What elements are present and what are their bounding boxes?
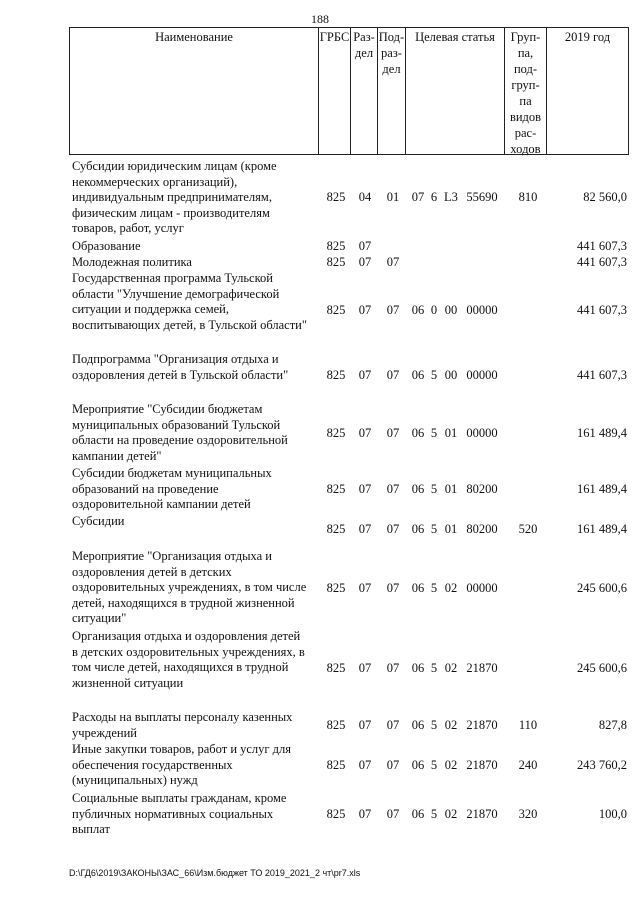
table-row [69,742,629,790]
row-razdel: 07 [358,807,372,821]
row-podrazdel: 07 [386,303,400,317]
table-row [69,352,629,384]
file-path-footer: D:\ГД6\2019\ЗАКОНЫ\ЗАС_66\Изм.бюджет ТО 2019_2021_2 чт\pr7.xls [69,868,361,878]
row-name: Социальные выплаты гражданам, кроме публичных нормативных социальных выплат [72,791,287,837]
row-podrazdel: 07 [386,255,400,269]
row-target-direction: 80200 [466,482,498,496]
row-grbs: 825 [326,482,346,496]
row-name: Расходы на выплаты персоналу казенных учреждений [72,710,293,740]
row-target-subprogram: 5 [430,368,438,382]
row-name: Субсидии [72,514,125,528]
row-target-program: 06 [411,718,425,732]
row-name: Иные закупки товаров, работ и услуг для обеспечения государственных (муниципальных) нужд [72,742,292,788]
row-sum: 245 600,6 [577,581,627,595]
row-sum: 441 607,3 [577,255,627,269]
row-sum: 82 560,0 [583,190,627,204]
row-razdel: 07 [358,581,372,595]
table-row [69,255,629,271]
header-expense-group: Груп- па, под- груп- па видов рас- ходов [505,28,547,154]
row-target-direction: 00000 [466,303,498,317]
row-target-subprogram: 5 [430,482,438,496]
row-target-subprogram: 0 [430,303,438,317]
row-target-event: L3 [444,190,458,204]
row-podrazdel: 07 [386,368,400,382]
row-podrazdel: 07 [386,581,400,595]
row-name: Субсидии юридическим лицам (кроме некоммерческих организаций), индивидуальным предпринимателям, физическим лицам - производителям товаров, работ, услуг [72,159,277,236]
table-row [69,159,629,237]
row-target-program: 06 [411,522,425,536]
row-grbs: 825 [326,758,346,772]
row-target-program: 06 [411,758,425,772]
row-target-event: 01 [444,426,458,440]
header-grbs: ГРБС [319,28,351,154]
row-name: Мероприятие "Субсидии бюджетам муниципальных образований Тульской области на проведение оздоровительной кампании детей" [72,402,288,463]
row-razdel: 07 [358,522,372,536]
row-sum: 441 607,3 [577,303,627,317]
table-row [69,791,629,839]
row-sum: 161 489,4 [577,482,627,496]
header-target-article: Целевая статья [406,28,505,154]
row-target-program: 06 [411,482,425,496]
row-grbs: 825 [326,718,346,732]
row-target-direction: 21870 [466,661,498,675]
row-sum: 827,8 [598,718,627,732]
row-grbs: 825 [326,581,346,595]
row-target-subprogram: 5 [430,661,438,675]
row-razdel: 07 [358,426,372,440]
row-sum: 441 607,3 [577,239,627,253]
row-expense-group: 110 [518,718,538,732]
row-name: Субсидии бюджетам муниципальных образований на проведение оздоровительной кампании детей [72,466,272,512]
row-target-subprogram: 5 [430,522,438,536]
table-row [69,549,629,629]
row-target-subprogram: 5 [430,581,438,595]
row-sum: 161 489,4 [577,426,627,440]
row-target-subprogram: 5 [430,758,438,772]
row-sum: 100,0 [598,807,627,821]
table-row [69,710,629,742]
row-name: Подпрограмма "Организация отдыха и оздоровления детей в Тульской области" [72,352,289,382]
row-sum: 441 607,3 [577,368,627,382]
table-row [69,629,629,693]
row-grbs: 825 [326,807,346,821]
table-row [69,271,629,335]
row-razdel: 07 [358,482,372,496]
row-target-direction: 55690 [466,190,498,204]
row-name: Образование [72,239,141,253]
row-expense-group: 320 [518,807,538,821]
row-target-event: 02 [444,661,458,675]
row-target-program: 06 [411,581,425,595]
row-podrazdel: 07 [386,758,400,772]
row-target-direction: 80200 [466,522,498,536]
row-grbs: 825 [326,661,346,675]
row-target-program: 06 [411,368,425,382]
row-target-direction: 00000 [466,581,498,595]
row-target-direction: 21870 [466,758,498,772]
row-podrazdel: 07 [386,482,400,496]
row-name: Молодежная политика [72,255,192,269]
row-target-direction: 00000 [466,368,498,382]
row-grbs: 825 [326,239,346,253]
row-target-event: 01 [444,522,458,536]
row-target-program: 07 [411,190,425,204]
row-target-program: 06 [411,807,425,821]
row-expense-group: 520 [518,522,538,536]
page-number: 188 [311,12,329,26]
header-podrazdel: Под- раз- дел [378,28,406,154]
row-name: Государственная программа Тульской области "Улучшение демографической ситуации и поддержка семей, воспитывающих детей, в Тульской области" [72,271,307,332]
row-target-event: 02 [444,758,458,772]
row-podrazdel: 07 [386,522,400,536]
row-expense-group: 810 [518,190,538,204]
row-podrazdel: 07 [386,807,400,821]
row-razdel: 07 [358,239,372,253]
row-sum: 243 760,2 [577,758,627,772]
table-row [69,402,629,466]
row-grbs: 825 [326,255,346,269]
row-target-direction: 21870 [466,807,498,821]
row-name: Мероприятие "Организация отдыха и оздоровления детей в детских оздоровительных учреждениях, в том числе детей, находящихся в трудной жизненной ситуации" [72,549,307,626]
row-target-event: 02 [444,581,458,595]
header-year-2019: 2019 год [564,30,611,44]
row-sum: 161 489,4 [577,522,627,536]
row-podrazdel: 07 [386,426,400,440]
row-target-event: 02 [444,807,458,821]
row-target-subprogram: 5 [430,807,438,821]
row-expense-group: 240 [518,758,538,772]
row-target-program: 06 [411,303,425,317]
row-razdel: 04 [358,190,372,204]
row-razdel: 07 [358,255,372,269]
row-target-direction: 00000 [466,426,498,440]
row-name: Организация отдыха и оздоровления детей в детских оздоровительных учреждениях, в том числе детей, находящихся в трудной жизненной ситуации [72,629,305,690]
row-podrazdel: 07 [386,718,400,732]
row-target-event: 02 [444,718,458,732]
row-target-subprogram: 6 [430,190,438,204]
row-target-direction: 21870 [466,718,498,732]
row-podrazdel: 01 [386,190,400,204]
table-row [69,466,629,514]
row-target-program: 06 [411,426,425,440]
row-target-event: 00 [444,368,458,382]
table-header [69,27,629,155]
row-razdel: 07 [358,303,372,317]
row-podrazdel: 07 [386,661,400,675]
row-grbs: 825 [326,522,346,536]
row-target-subprogram: 5 [430,718,438,732]
table-row [69,239,629,255]
table-row [69,514,629,538]
row-sum: 245 600,6 [577,661,627,675]
row-target-event: 01 [444,482,458,496]
row-target-program: 06 [411,661,425,675]
row-grbs: 825 [326,368,346,382]
row-razdel: 07 [358,661,372,675]
row-razdel: 07 [358,758,372,772]
header-name: Наименование [70,28,319,154]
header-razdel: Раз- дел [351,28,378,154]
row-grbs: 825 [326,303,346,317]
row-razdel: 07 [358,718,372,732]
row-target-subprogram: 5 [430,426,438,440]
row-razdel: 07 [358,368,372,382]
row-grbs: 825 [326,426,346,440]
row-target-event: 00 [444,303,458,317]
row-grbs: 825 [326,190,346,204]
